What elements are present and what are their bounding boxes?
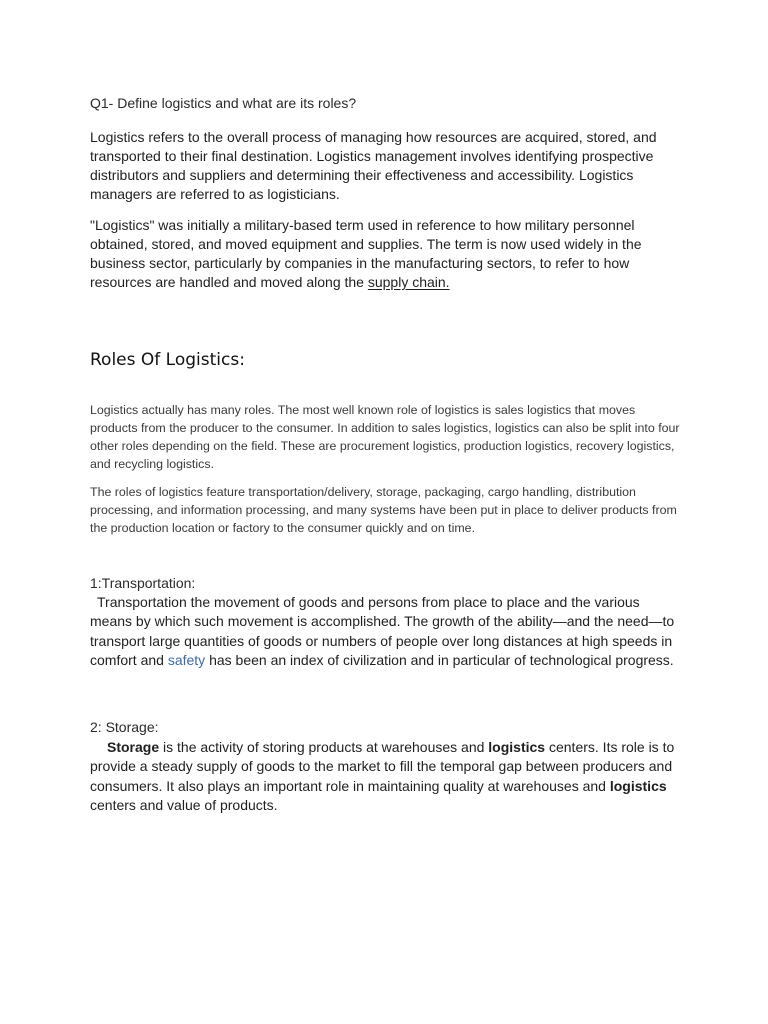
transportation-paragraph bbox=[90, 593, 680, 670]
storage-text-3: centers and value of products. bbox=[90, 796, 278, 813]
transportation-text-before: Transportation the movement of goods and persons from place to place and the various means by which such movement is accomplished. The growth of the ability—and the need—to transport large quantities of goods or numbers of people over long distances at high speeds in comfort and bbox=[90, 594, 675, 668]
storage-text-2: centers. Its role is to provide a steady supply of goods to the market to fill the temporal gap between producers and consumers. It also plays an important role in maintaining quality at warehouses and bbox=[90, 739, 675, 794]
question-title: Q1- Define logistics and what are its roles? bbox=[90, 95, 357, 111]
storage-subheading: 2: Storage: bbox=[90, 719, 159, 735]
transportation-subheading: 1:Transportation: bbox=[90, 575, 196, 591]
logistics-bold-term-2: logistics bbox=[609, 777, 667, 794]
storage-bold-term: Storage bbox=[107, 739, 160, 755]
logistics-definition-paragraph: Logistics refers to the overall process of managing how resources are acquired, stored, and transported to their final destination. Logistics management involves identifying prospective distributors and suppliers and determining their effectiveness and accessibility. Logistics managers are referred to as logisticians. bbox=[90, 129, 657, 202]
roles-paragraph-1: Logistics actually has many roles. The most well known role of logistics is sales logistics that moves products from the producer to the consumer. In addition to sales logistics, logistics can also be split into four other roles depending on the field. These are procurement logistics, production logistics, recovery logistics, and recycling logistics. bbox=[90, 403, 680, 471]
safety-link[interactable]: safety bbox=[167, 651, 206, 668]
supply-chain-link[interactable]: supply chain. bbox=[367, 274, 450, 290]
storage-text-1: is the activity of storing products at warehouses and bbox=[159, 739, 489, 755]
roles-paragraph-2: The roles of logistics feature transportation/delivery, storage, packaging, cargo handling, distribution processing, and information processing, and many systems have been put in place to deliver products from the production location or factory to the consumer quickly and on time. bbox=[90, 485, 677, 535]
history-text: "Logistics" was initially a military-based term used in reference to how military personnel obtained, stored, and moved equipment and supplies. The term is now used widely in the business sector, particularly by companies in the manufacturing sectors, to refer to how resources are handled and moved along the bbox=[90, 217, 642, 290]
transportation-text-after: has been an index of civilization and in particular of technological progress. bbox=[205, 651, 674, 668]
storage-paragraph bbox=[90, 738, 680, 815]
logistics-history-paragraph bbox=[90, 216, 682, 292]
roles-heading: Roles Of Logistics: bbox=[90, 350, 245, 370]
logistics-bold-term-1: logistics bbox=[488, 739, 546, 755]
